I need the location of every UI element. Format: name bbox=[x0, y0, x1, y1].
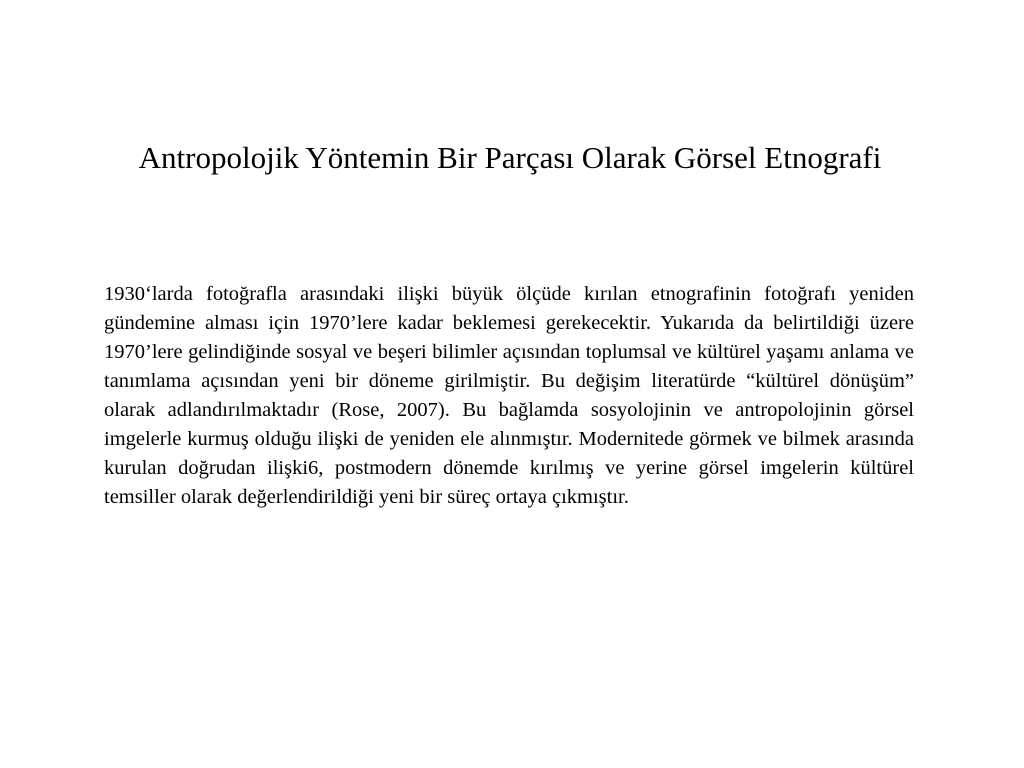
slide-body-text: 1930‘larda fotoğrafla arasındaki ilişki büyük ölçüde kırılan etnografinin fotoğrafı yeniden gündemine alması için 1970’lere kadar beklemesi gerekecektir. Yukarıda da belirtildiği üzere 1970’lere gelindiğinde sosyal ve beşeri bilimler açısından toplumsal ve kültürel yaşamı anlama ve tanımlama açısından yeni bir döneme girilmiştir. Bu değişim literatürde “kültürel dönüşüm” olarak adlandırılmaktadır (Rose, 2007). Bu bağlamda sosyolojinin ve antropolojinin görsel imgelerle kurmuş olduğu ilişki de yeniden ele alınmıştır. Modernitede görmek ve bilmek arasında kurulan doğrudan ilişki6, postmodern dönemde kırılmış ve yerine görsel imgelerin kültürel temsiller olarak değerlendirildiği yeni bir süreç ortaya çıkmıştır. bbox=[104, 283, 914, 508]
slide-title: Antropolojik Yöntemin Bir Parçası Olarak Görsel Etnografi bbox=[138, 140, 882, 175]
